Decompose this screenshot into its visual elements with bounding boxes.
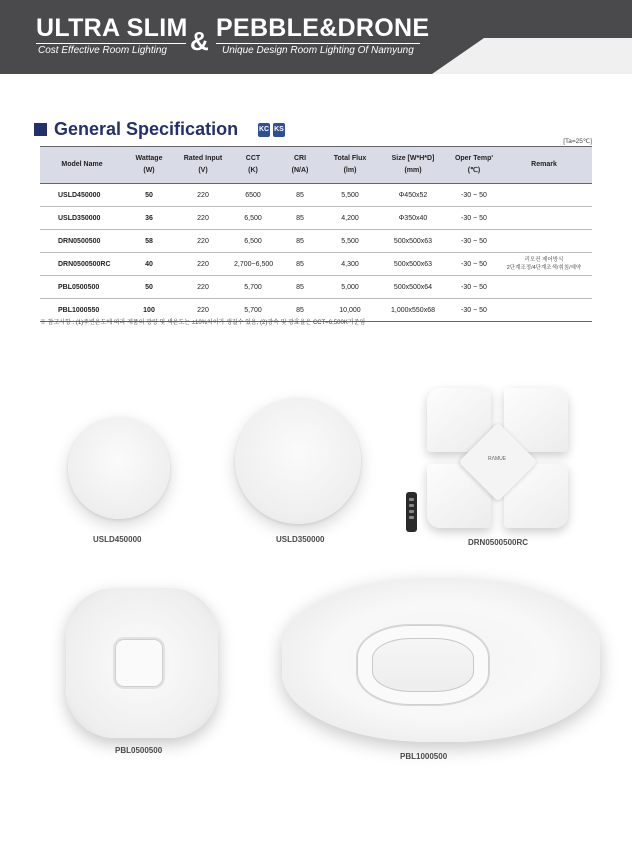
header-total-flux: Total Flux (lm) [326, 147, 374, 184]
cell-cct: 6500 [232, 184, 274, 207]
drone-hub-logo: RΛMUE [488, 456, 507, 462]
cell-temp: -30 ~ 50 [452, 207, 496, 230]
remote-button [409, 498, 414, 501]
pebble-large-center [372, 638, 474, 692]
cell-input: 220 [174, 230, 232, 253]
cell-wattage: 36 [124, 207, 174, 230]
cell-model: DRN0500500RC [40, 253, 124, 276]
cell-flux: 5,500 [326, 184, 374, 207]
kc-cert-badge: KC [258, 123, 270, 137]
pbl0500500-caption: PBL0500500 [115, 746, 163, 755]
cell-model: USLD350000 [40, 207, 124, 230]
cell-model: PBL1000550 [40, 299, 124, 322]
table-row [40, 276, 592, 299]
header-cct: CCT (K) [232, 147, 274, 184]
cell-cct: 6,500 [232, 207, 274, 230]
banner-underline-left [36, 43, 186, 44]
banner-title-pebble-drone: PEBBLE&DRONE [216, 14, 430, 42]
cell-remark [496, 253, 592, 276]
cell-cri: 85 [274, 207, 326, 230]
cell-input: 220 [174, 184, 232, 207]
banner-ampersand: & [190, 26, 209, 56]
cell-flux: 5,000 [326, 276, 374, 299]
cell-wattage: 50 [124, 276, 174, 299]
header-model-name: Model Name [40, 147, 124, 184]
usld450000-caption: USLD450000 [93, 535, 142, 544]
remark-line-2: 2단계조정/4단계조색/취침/예약 [506, 265, 582, 271]
section-title: General Specification [54, 119, 239, 139]
header-remark: Remark [496, 147, 592, 184]
cell-size: 500x500x63 [374, 253, 452, 276]
cell-cct: 5,700 [232, 276, 274, 299]
cell-cri: 85 [274, 276, 326, 299]
cell-cct: 5,700 [232, 299, 274, 322]
spec-table [40, 146, 592, 322]
cell-wattage: 58 [124, 230, 174, 253]
header-banner [0, 0, 632, 74]
cell-wattage: 40 [124, 253, 174, 276]
pbl1000500-caption: PBL1000500 [400, 752, 448, 761]
header-oper-temp: Oper Temp' (℃) [452, 147, 496, 184]
cell-cri: 85 [274, 230, 326, 253]
usld450000-light-image [68, 417, 170, 519]
remark-line-1: 리모컨 제어방식 [524, 257, 564, 263]
usld350000-caption: USLD350000 [276, 535, 325, 544]
temperature-note: [Ta=25℃] [563, 138, 592, 145]
cell-flux: 4,200 [326, 207, 374, 230]
cell-model: PBL0500500 [40, 276, 124, 299]
cell-remark [496, 207, 592, 230]
cell-remark [496, 230, 592, 253]
cell-size: 500x500x63 [374, 230, 452, 253]
banner-subtitle-left: Cost Effective Room Lighting [38, 45, 167, 56]
cell-input: 220 [174, 253, 232, 276]
ks-cert-badge: KS [273, 123, 285, 137]
banner-underline-right [216, 43, 420, 44]
cell-size: Φ450x52 [374, 184, 452, 207]
cell-remark [496, 299, 592, 322]
cell-temp: -30 ~ 50 [452, 253, 496, 276]
banner-accent [432, 38, 632, 74]
cell-cri: 85 [274, 299, 326, 322]
spec-footnote: ※ 참고사항 : (1)주변온도에 따라 제품의 광량 및 색온도는 ±10%차이가 생길수 있음, (2)광속 및 광효율은 CCT=6,500K기준임 [40, 320, 366, 326]
table-header-row [40, 147, 592, 184]
cell-flux: 4,300 [326, 253, 374, 276]
header-size: Size [W*H*D] (mm) [374, 147, 452, 184]
cell-size: 1,000x550x68 [374, 299, 452, 322]
table-row [40, 253, 592, 276]
cell-temp: -30 ~ 50 [452, 299, 496, 322]
cell-flux: 5,500 [326, 230, 374, 253]
cell-temp: -30 ~ 50 [452, 184, 496, 207]
cell-wattage: 100 [124, 299, 174, 322]
remote-button [409, 510, 414, 513]
remote-button [409, 504, 414, 507]
section-bullet [34, 123, 47, 136]
table-row [40, 230, 592, 253]
header-cri: CRI (N/A) [274, 147, 326, 184]
cell-temp: -30 ~ 50 [452, 276, 496, 299]
cell-cri: 85 [274, 184, 326, 207]
cell-model: DRN0500500 [40, 230, 124, 253]
table-row [40, 207, 592, 230]
cell-cri: 85 [274, 253, 326, 276]
cell-flux: 10,000 [326, 299, 374, 322]
usld350000-light-image [235, 398, 361, 524]
header-wattage: Wattage (W) [124, 147, 174, 184]
cell-input: 220 [174, 299, 232, 322]
cell-input: 220 [174, 276, 232, 299]
drn0500500rc-caption: DRN0500500RC [468, 538, 529, 547]
table-row [40, 184, 592, 207]
remote-control-image [406, 492, 417, 532]
cell-remark [496, 184, 592, 207]
banner-title-ultra-slim: ULTRA SLIM [36, 14, 188, 42]
remote-button [409, 516, 414, 519]
header-rated-input: Rated Input (V) [174, 147, 232, 184]
cell-temp: -30 ~ 50 [452, 230, 496, 253]
banner-subtitle-right: Unique Design Room Lighting Of Namyung [222, 45, 414, 56]
cell-model: USLD450000 [40, 184, 124, 207]
cell-size: Φ350x40 [374, 207, 452, 230]
cell-cct: 6,500 [232, 230, 274, 253]
cell-wattage: 50 [124, 184, 174, 207]
cell-remark [496, 276, 592, 299]
cell-size: 500x500x64 [374, 276, 452, 299]
pebble-small-center [115, 639, 163, 687]
cell-input: 220 [174, 207, 232, 230]
cell-cct: 2,700~6,500 [232, 253, 274, 276]
